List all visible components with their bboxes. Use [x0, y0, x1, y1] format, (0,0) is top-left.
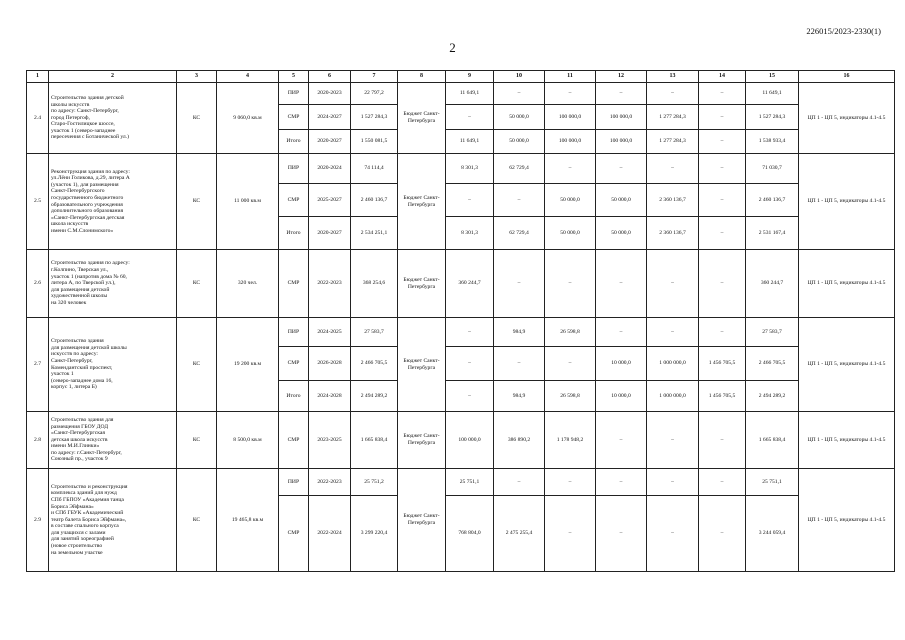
- object-name-line: Комендантский проспект,: [51, 364, 113, 371]
- indicators: ЦП 1 - ЦП 5, индикаторы 4.1-4.5: [799, 154, 895, 250]
- year-value: 1 277 284,3: [647, 130, 699, 154]
- object-name-line: для занятий хореографией: [51, 536, 114, 543]
- column-header-6: 6: [309, 71, 351, 83]
- object-name-line: (северо-западнее дома 16,: [51, 377, 113, 384]
- indicators: ЦП 1 - ЦП 5, индикаторы 4.1-4.5: [799, 412, 895, 469]
- column-header-13: 13: [647, 71, 699, 83]
- period: 2026-2028: [309, 347, 351, 381]
- year-value: 50 000,0: [596, 217, 647, 250]
- year-value: 360 244,7: [746, 250, 799, 318]
- period: 2024-2025: [309, 318, 351, 347]
- year-value: –: [699, 469, 746, 496]
- estimated-cost: 1 665 838,4: [351, 412, 398, 469]
- stage: СМР: [279, 184, 309, 217]
- item-number: 2.9: [27, 469, 49, 572]
- year-value: 50 000,0: [545, 184, 596, 217]
- year-value: 62 729,4: [494, 154, 545, 184]
- year-value: –: [545, 83, 596, 105]
- object-name-line: детская школа искусств: [51, 436, 108, 443]
- object-name-line: г.Колпино, Тверская ул.,: [51, 267, 109, 274]
- year-value: 2 460 136,7: [746, 184, 799, 217]
- item-number: 2.6: [27, 250, 49, 318]
- table-body: [27, 83, 895, 572]
- object-name-line: дополнительного образования: [51, 208, 124, 215]
- year-value: –: [446, 105, 494, 130]
- column-header-7: 7: [351, 71, 398, 83]
- year-value: –: [699, 83, 746, 105]
- object-name-line: СПб ГБПОУ «Академия танца: [51, 496, 124, 503]
- year-value: –: [647, 412, 699, 469]
- year-value: –: [596, 496, 647, 572]
- item-number: 2.8: [27, 412, 49, 469]
- year-value: –: [647, 469, 699, 496]
- column-header-12: 12: [596, 71, 647, 83]
- object-name-line: имени С.М.Слонимского»: [51, 227, 114, 234]
- year-value: 100 000,0: [596, 105, 647, 130]
- column-header-15: 15: [746, 71, 799, 83]
- year-value: 386 890,2: [494, 412, 545, 469]
- period: 2024-2028: [309, 381, 351, 412]
- estimated-cost: 1 527 284,3: [351, 105, 398, 130]
- indicators: ЦП 1 - ЦП 5, индикаторы 4.1-4.5: [799, 83, 895, 154]
- year-value: 1 456 705,5: [699, 347, 746, 381]
- year-value: 768 804,0: [446, 496, 494, 572]
- stage: СМР: [279, 105, 309, 130]
- funding-source: Бюджет Санкт-Петербурга: [398, 154, 446, 250]
- program-table: [26, 70, 895, 572]
- year-value: –: [699, 412, 746, 469]
- estimated-cost: 2 534 251,1: [351, 217, 398, 250]
- year-value: 1 527 284,3: [746, 105, 799, 130]
- year-value: 10 000,0: [596, 347, 647, 381]
- object-name: [49, 318, 177, 412]
- year-value: –: [494, 83, 545, 105]
- item-number: 2.5: [27, 154, 49, 250]
- year-value: –: [596, 154, 647, 184]
- year-value: 1 665 838,4: [746, 412, 799, 469]
- year-value: 100 000,0: [446, 412, 494, 469]
- column-header-2: 2: [49, 71, 177, 83]
- year-value: 984,9: [494, 318, 545, 347]
- object-name-line: Реконструкция здания по адресу:: [51, 168, 130, 175]
- year-value: 1 000 000,0: [647, 381, 699, 412]
- object-name-line: и СПб ГБУК «Академический: [51, 510, 124, 517]
- period: 2022-2023: [309, 469, 351, 496]
- estimated-cost: 25 751,2: [351, 469, 398, 496]
- year-value: 2 360 136,7: [647, 184, 699, 217]
- year-value: 25 751,1: [446, 469, 494, 496]
- stage: СМР: [279, 412, 309, 469]
- period: 2020-2024: [309, 154, 351, 184]
- object-name-line: комплекса зданий для нужд: [51, 490, 117, 497]
- object-name: [49, 412, 177, 469]
- capacity: 19 200 кв.м: [217, 318, 279, 412]
- stage: СМР: [279, 347, 309, 381]
- table-row: [27, 412, 895, 469]
- stage: ПИР: [279, 469, 309, 496]
- year-value: 50 000,0: [596, 184, 647, 217]
- column-header-8: 8: [398, 71, 446, 83]
- object-name-line: художественной школы: [51, 293, 108, 300]
- object-name-line: ул.Лёни Голикова, д.29, литера А: [51, 175, 130, 182]
- funding-source: Бюджет Санкт-Петербурга: [398, 83, 446, 154]
- object-name-line: школы искусств: [51, 101, 90, 108]
- funding-source: Бюджет Санкт-Петербурга: [398, 318, 446, 412]
- stage: СМР: [279, 496, 309, 572]
- year-value: 11 649,1: [446, 83, 494, 105]
- table-row: [27, 83, 895, 105]
- period: 2022-2023: [309, 250, 351, 318]
- object-name-line: Старо-Гостилицкое шоссе,: [51, 121, 115, 128]
- object-name: [49, 154, 177, 250]
- object-name-line: Союзный пр., участок 9: [51, 456, 108, 463]
- document-id: 226015/2023-2330(1): [806, 26, 881, 36]
- funding-source: Бюджет Санкт-Петербурга: [398, 412, 446, 469]
- object-name-line: на 320 человек: [51, 299, 87, 306]
- year-value: 2 360 136,7: [647, 217, 699, 250]
- work-type: КС: [177, 318, 217, 412]
- estimated-cost: 74 114,4: [351, 154, 398, 184]
- estimated-cost: 1 550 081,5: [351, 130, 398, 154]
- column-header-10: 10: [494, 71, 545, 83]
- object-name-line: по адресу: Санкт-Петербург,: [51, 108, 119, 115]
- estimated-cost: 27 583,7: [351, 318, 398, 347]
- year-value: –: [699, 496, 746, 572]
- page-number: 2: [449, 40, 456, 55]
- indicators: ЦП 1 - ЦП 5, индикаторы 4.1-4.5: [799, 469, 895, 572]
- year-value: 25 751,1: [746, 469, 799, 496]
- stage: ПИР: [279, 318, 309, 347]
- year-value: –: [446, 318, 494, 347]
- year-value: 1 538 933,4: [746, 130, 799, 154]
- stage: ПИР: [279, 154, 309, 184]
- stage: Итого: [279, 217, 309, 250]
- year-value: –: [647, 250, 699, 318]
- year-value: –: [647, 318, 699, 347]
- object-name-line: участок 1 (северо-западнее: [51, 127, 116, 134]
- object-name-line: Строительство здания по адресу:: [51, 260, 130, 267]
- year-value: –: [647, 83, 699, 105]
- object-name-line: город Петергоф,: [51, 114, 90, 121]
- year-value: 10 000,0: [596, 381, 647, 412]
- item-number: 2.7: [27, 318, 49, 412]
- year-value: –: [596, 250, 647, 318]
- year-value: 1 277 284,3: [647, 105, 699, 130]
- estimated-cost: 2 460 136,7: [351, 184, 398, 217]
- year-value: 360 244,7: [446, 250, 494, 318]
- object-name: [49, 469, 177, 572]
- year-value: 11 649,1: [446, 130, 494, 154]
- object-name-line: для размещения детской: [51, 286, 110, 293]
- year-value: 50 000,0: [494, 130, 545, 154]
- funding-source: Бюджет Санкт-Петербурга: [398, 250, 446, 318]
- object-name-line: корпус 1, литера Б): [51, 384, 97, 391]
- object-name-line: (новое строительство: [51, 543, 103, 550]
- stage: СМР: [279, 250, 309, 318]
- year-value: 100 000,0: [545, 105, 596, 130]
- estimated-cost: 22 797,2: [351, 83, 398, 105]
- estimated-cost: 368 254,6: [351, 250, 398, 318]
- year-value: 8 301,3: [446, 154, 494, 184]
- object-name-line: «Санкт-Петербургская детская: [51, 214, 125, 221]
- period: 2023-2025: [309, 412, 351, 469]
- object-name-line: «Санкт-Петербургская: [51, 430, 105, 437]
- column-header-4: 4: [217, 71, 279, 83]
- work-type: КС: [177, 154, 217, 250]
- estimated-cost: 2 494 289,2: [351, 381, 398, 412]
- year-value: 1 456 705,5: [699, 381, 746, 412]
- column-header-3: 3: [177, 71, 217, 83]
- year-value: –: [494, 469, 545, 496]
- capacity: 9 060,0 кв.м: [217, 83, 279, 154]
- stage: Итого: [279, 130, 309, 154]
- year-value: –: [494, 347, 545, 381]
- object-name-line: Санкт-Петербург,: [51, 357, 93, 364]
- table-row: [27, 154, 895, 184]
- object-name: [49, 250, 177, 318]
- stage: Итого: [279, 381, 309, 412]
- year-value: –: [545, 469, 596, 496]
- object-name-line: театр балета Бориса Эйфмана»,: [51, 516, 127, 523]
- column-header-5: 5: [279, 71, 309, 83]
- object-name-line: Бориса Эйфмана»: [51, 503, 94, 510]
- object-name-line: Строительство здания для: [51, 416, 114, 423]
- year-value: 50 000,0: [494, 105, 545, 130]
- column-header-9: 9: [446, 71, 494, 83]
- object-name-line: имени М.И.Глинки»: [51, 443, 100, 450]
- object-name-line: искусств по адресу:: [51, 351, 98, 358]
- object-name-line: (участок 1), для размещения: [51, 181, 119, 188]
- object-name-line: пересечения с Ботанической ул.): [51, 134, 129, 141]
- period: 2020-2023: [309, 83, 351, 105]
- year-value: 984,9: [494, 381, 545, 412]
- year-value: 1 000 000,0: [647, 347, 699, 381]
- column-header-11: 11: [545, 71, 596, 83]
- capacity: 8 500,0 кв.м: [217, 412, 279, 469]
- year-value: –: [446, 381, 494, 412]
- year-value: 100 000,0: [596, 130, 647, 154]
- year-value: –: [596, 318, 647, 347]
- year-value: –: [699, 130, 746, 154]
- year-value: 2 466 705,5: [746, 347, 799, 381]
- object-name-line: Строительство здания: [51, 338, 104, 345]
- column-header-16: 16: [799, 71, 895, 83]
- table-row: [27, 469, 895, 496]
- year-value: –: [494, 250, 545, 318]
- period: 2024-2027: [309, 105, 351, 130]
- work-type: КС: [177, 469, 217, 572]
- year-value: 2 494 289,2: [746, 381, 799, 412]
- year-value: –: [699, 184, 746, 217]
- year-value: –: [596, 469, 647, 496]
- table-row: [27, 318, 895, 347]
- stage: ПИР: [279, 83, 309, 105]
- column-header-14: 14: [699, 71, 746, 83]
- year-value: –: [446, 347, 494, 381]
- object-name-line: Строительство здания детской: [51, 94, 124, 101]
- year-value: –: [596, 412, 647, 469]
- object-name-line: участок 1: [51, 371, 74, 378]
- year-value: –: [545, 250, 596, 318]
- object-name-line: по адресу: г.Санкт-Петербург,: [51, 449, 122, 456]
- work-type: КС: [177, 412, 217, 469]
- year-value: –: [545, 347, 596, 381]
- year-value: –: [647, 154, 699, 184]
- object-name-line: размещения ГБОУ ДОД: [51, 423, 109, 430]
- period: 2022-2024: [309, 496, 351, 572]
- capacity: 11 000 кв.м: [217, 154, 279, 250]
- year-value: 26 598,8: [545, 381, 596, 412]
- period: 2020-2027: [309, 217, 351, 250]
- funding-source: Бюджет Санкт-Петербурга: [398, 469, 446, 572]
- indicators: ЦП 1 - ЦП 5, индикаторы 4.1-4.5: [799, 318, 895, 412]
- year-value: 62 729,4: [494, 217, 545, 250]
- capacity: 19 465,8 кв.м: [217, 469, 279, 572]
- year-value: –: [545, 154, 596, 184]
- item-number: 2.4: [27, 83, 49, 154]
- object-name-line: для учащихся с залами: [51, 529, 106, 536]
- table-row: [27, 250, 895, 318]
- period: 2025-2027: [309, 184, 351, 217]
- year-value: –: [699, 250, 746, 318]
- year-value: 2 475 255,4: [494, 496, 545, 572]
- year-value: 27 583,7: [746, 318, 799, 347]
- column-header-1: 1: [27, 71, 49, 83]
- object-name-line: государственного бюджетного: [51, 194, 124, 201]
- year-value: –: [699, 217, 746, 250]
- year-value: –: [596, 83, 647, 105]
- indicators: ЦП 1 - ЦП 5, индикаторы 4.1-4.5: [799, 250, 895, 318]
- year-value: –: [699, 105, 746, 130]
- estimated-cost: 3 299 220,4: [351, 496, 398, 572]
- object-name-line: литера А, по Тверской ул.),: [51, 280, 116, 287]
- object-name-line: Строительство и реконструкция: [51, 483, 128, 490]
- year-value: –: [699, 154, 746, 184]
- year-value: 11 649,1: [746, 83, 799, 105]
- year-value: 2 531 167,4: [746, 217, 799, 250]
- work-type: КС: [177, 83, 217, 154]
- object-name-line: на земельном участке: [51, 549, 103, 556]
- object-name-line: школа искусств: [51, 221, 89, 228]
- object-name: [49, 83, 177, 154]
- year-value: –: [699, 318, 746, 347]
- column-number-row: [27, 71, 895, 83]
- object-name-line: Санкт-Петербургского: [51, 188, 105, 195]
- work-type: КС: [177, 250, 217, 318]
- year-value: 100 000,0: [545, 130, 596, 154]
- year-value: 50 000,0: [545, 217, 596, 250]
- year-value: 3 244 059,4: [746, 496, 799, 572]
- year-value: –: [647, 496, 699, 572]
- year-value: 1 178 948,2: [545, 412, 596, 469]
- year-value: 26 598,8: [545, 318, 596, 347]
- year-value: –: [545, 496, 596, 572]
- object-name-line: для размещения детской школы: [51, 344, 127, 351]
- capacity: 320 чел.: [217, 250, 279, 318]
- object-name-line: в составе спального корпуса: [51, 523, 119, 530]
- object-name-line: образовательного учреждения: [51, 201, 123, 208]
- estimated-cost: 2 466 705,5: [351, 347, 398, 381]
- year-value: 8 301,3: [446, 217, 494, 250]
- period: 2020-2027: [309, 130, 351, 154]
- year-value: –: [446, 184, 494, 217]
- year-value: –: [494, 184, 545, 217]
- year-value: 71 030,7: [746, 154, 799, 184]
- object-name-line: участок 1 (напротив дома № 60,: [51, 273, 127, 280]
